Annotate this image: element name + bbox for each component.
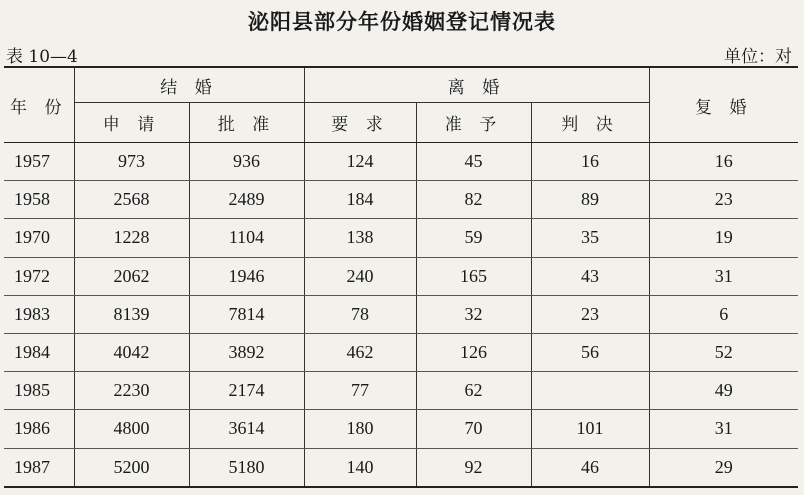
cell-judge: 89 [531,181,649,219]
table-row [4,181,798,219]
cell-remarry: 16 [649,143,798,181]
header-remarriage: 复 婚 [649,67,798,143]
cell-approve: 2174 [189,372,304,410]
cell-judge: 56 [531,333,649,371]
cell-apply: 5200 [74,448,189,487]
cell-request: 77 [304,372,416,410]
cell-request: 462 [304,333,416,371]
cell-remarry: 19 [649,219,798,257]
cell-year: 1983 [4,295,74,333]
cell-approve: 3892 [189,333,304,371]
cell-approve: 1946 [189,257,304,295]
marriage-registration-table [4,66,798,488]
table-row [4,333,798,371]
cell-request: 78 [304,295,416,333]
cell-apply: 8139 [74,295,189,333]
cell-grant: 92 [416,448,531,487]
cell-judge [531,372,649,410]
cell-request: 184 [304,181,416,219]
header-divorce-judge: 判 决 [531,103,649,143]
cell-remarry: 6 [649,295,798,333]
header-divorce: 离 婚 [304,67,649,103]
cell-remarry: 52 [649,333,798,371]
header-marriage: 结 婚 [74,67,304,103]
unit-label: 单位：对 [724,47,792,67]
cell-apply: 1228 [74,219,189,257]
cell-apply: 973 [74,143,189,181]
cell-grant: 59 [416,219,531,257]
cell-approve: 5180 [189,448,304,487]
cell-year: 1970 [4,219,74,257]
cell-approve: 1104 [189,219,304,257]
cell-year: 1984 [4,333,74,371]
table-row [4,410,798,448]
cell-year: 1986 [4,410,74,448]
cell-year: 1972 [4,257,74,295]
cell-approve: 2489 [189,181,304,219]
cell-approve: 936 [189,143,304,181]
cell-year: 1957 [4,143,74,181]
cell-judge: 35 [531,219,649,257]
cell-approve: 7814 [189,295,304,333]
table-row [4,295,798,333]
cell-grant: 82 [416,181,531,219]
cell-judge: 23 [531,295,649,333]
cell-remarry: 31 [649,257,798,295]
cell-request: 138 [304,219,416,257]
cell-judge: 101 [531,410,649,448]
cell-remarry: 29 [649,448,798,487]
cell-remarry: 23 [649,181,798,219]
cell-grant: 165 [416,257,531,295]
cell-request: 124 [304,143,416,181]
header-marriage-approve: 批 准 [189,103,304,143]
cell-request: 140 [304,448,416,487]
table-row [4,257,798,295]
cell-grant: 62 [416,372,531,410]
cell-year: 1985 [4,372,74,410]
cell-grant: 70 [416,410,531,448]
cell-remarry: 49 [649,372,798,410]
cell-remarry: 31 [649,410,798,448]
cell-apply: 2568 [74,181,189,219]
cell-approve: 3614 [189,410,304,448]
cell-grant: 32 [416,295,531,333]
cell-year: 1958 [4,181,74,219]
cell-apply: 4800 [74,410,189,448]
cell-request: 180 [304,410,416,448]
header-divorce-grant: 准 予 [416,103,531,143]
table-row [4,143,798,181]
cell-grant: 45 [416,143,531,181]
table-row [4,448,798,487]
table-title: 泌阳县部分年份婚姻登记情况表 [248,10,556,34]
header-divorce-request: 要 求 [304,103,416,143]
table-row [4,372,798,410]
table-number: 表 10—4 [6,47,78,67]
header-year: 年 份 [4,67,74,143]
cell-apply: 4042 [74,333,189,371]
cell-request: 240 [304,257,416,295]
cell-judge: 43 [531,257,649,295]
cell-judge: 46 [531,448,649,487]
cell-apply: 2062 [74,257,189,295]
header-marriage-apply: 申 请 [74,103,189,143]
cell-apply: 2230 [74,372,189,410]
cell-grant: 126 [416,333,531,371]
cell-judge: 16 [531,143,649,181]
cell-year: 1987 [4,448,74,487]
table-row [4,219,798,257]
